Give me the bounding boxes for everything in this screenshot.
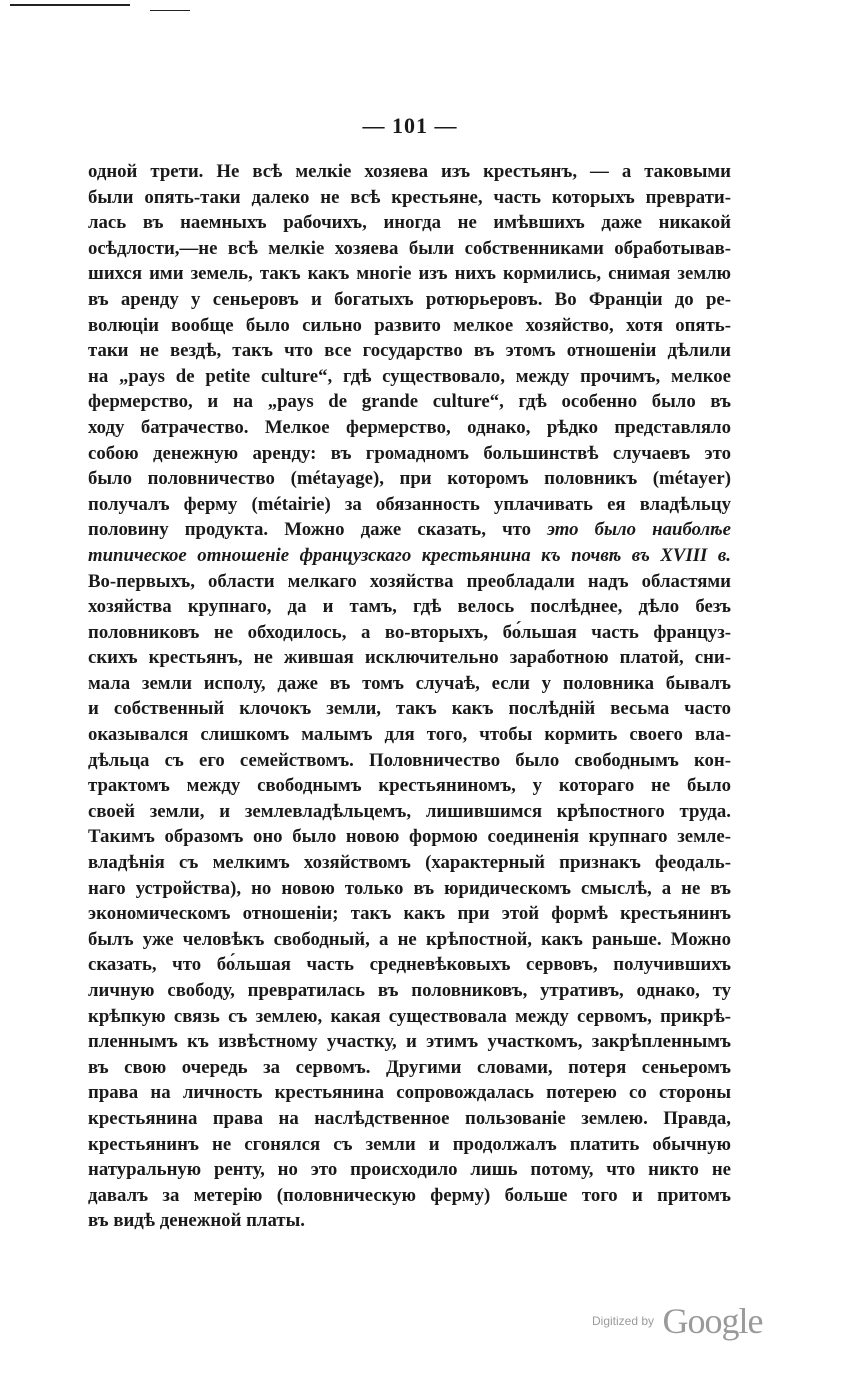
text-line: въ свою очередь за сервомъ. Другими словами, потеря сеньеромъ <box>88 1056 731 1078</box>
watermark-prefix: Digitized by <box>592 1314 655 1328</box>
text-line: типическое отношеніе французскаго крестьянина къ почвѣ въ XVIII в. <box>88 544 731 566</box>
text-line: Во-первыхъ, области мелкаго хозяйства преобладали надъ областями <box>88 570 731 592</box>
text-line: таки не вездѣ, такъ что все государство въ этомъ отношеніи дѣлили <box>88 340 731 362</box>
text-line: права на личность крестьянина сопровождалась потерею со стороны <box>88 1082 731 1104</box>
text-line: получалъ ферму (métairie) за обязанность уплачивать ея владѣльцу <box>88 493 731 515</box>
text-line: скихъ крестьянъ, не жившая исключительно заработною платой, сни- <box>88 647 731 669</box>
text-line: половину продукта. Можно даже сказать, что это было наиболѣе <box>88 519 731 541</box>
google-logo: Google <box>662 1301 763 1341</box>
text-line: въ видѣ денежной платы. <box>88 1210 305 1232</box>
text-line: дѣльца съ его семействомъ. Половничество было свободнымъ кон- <box>88 749 731 771</box>
text-line: волюціи вообще было сильно развито мелкое хозяйство, хотя опять- <box>88 314 731 336</box>
body-text <box>88 159 731 1234</box>
text-line: наго устройства), но новою только въ юридическомъ смыслѣ, а не въ <box>88 877 731 899</box>
text-line: оказывался слишкомъ малымъ для того, чтобы кормить своего вла- <box>88 724 731 746</box>
text-line: мала земли исполу, даже въ томъ случаѣ, если у половника бывалъ <box>88 672 731 694</box>
text-line: шихся ими земель, такъ какъ многіе изъ нихъ кормились, снимая землю <box>88 263 731 285</box>
digitized-watermark <box>592 1300 792 1340</box>
text-line: личную свободу, превратилась въ половниковъ, утративъ, однако, ту <box>88 980 731 1001</box>
text-line: и собственный клочокъ земли, такъ какъ послѣдній весьма часто <box>88 698 731 720</box>
text-line: пленнымъ къ извѣстному участку, и этимъ участкомъ, закрѣпленнымъ <box>88 1031 731 1053</box>
text-line: было половничество (métayage), при которомъ половникъ (métayer) <box>88 468 731 490</box>
text-line: крестьянинъ не сгонялся съ земли и продолжалъ платить обычную <box>88 1133 731 1155</box>
text-line: осѣдлости,—не всѣ мелкіе хозяева были собственниками обработывав- <box>88 237 731 259</box>
text-line: ходу батрачество. Мелкое фермерство, однако, рѣдко представляло <box>88 416 731 438</box>
italic-emphasis: это было наиболѣе <box>547 519 731 541</box>
text-line: Такимъ образомъ оно было новою формою соединенія крупнаго земле- <box>88 826 731 848</box>
text-line: фермерство, и на „pays de grande culture“, гдѣ особенно было въ <box>88 391 731 413</box>
text-line: одной трети. Не всѣ мелкіе хозяева изъ крестьянъ, — а таковыми <box>88 161 731 182</box>
text-line: натуральную ренту, но это происходило лишь потому, что никто не <box>88 1159 731 1181</box>
text-line: сказать, что бо́льшая часть средневѣковыхъ сервовъ, получившихъ <box>88 954 731 976</box>
text-line: лась въ наемныхъ рабочихъ, иногда не имѣвшихъ даже никакой <box>88 212 731 234</box>
text-line: половниковъ не обходилось, а во-вторыхъ, бо́льшая часть француз- <box>88 621 731 643</box>
text-line: экономическомъ отношеніи; такъ какъ при этой формѣ крестьянинъ <box>88 903 731 925</box>
text-line: трактомъ между свободнымъ крестьяниномъ, у котораго не было <box>88 775 731 797</box>
text-line: въ аренду у сеньеровъ и богатыхъ ротюрьеровъ. Во Франціи до ре- <box>88 288 731 310</box>
text-line: былъ уже человѣкъ свободный, а не крѣпостной, какъ раньше. Можно <box>88 928 731 950</box>
text-line: своей земли, и землевладѣльцемъ, лишившимся крѣпостного труда. <box>88 800 731 822</box>
scan-artifact <box>150 10 190 11</box>
text-line: крѣпкую связь съ землею, какая существовала между сервомъ, прикрѣ- <box>88 1005 731 1027</box>
text-line: хозяйства крупнаго, да и тамъ, гдѣ велось послѣднее, дѣло безъ <box>88 596 731 618</box>
text-line: собою денежную аренду: въ громадномъ большинствѣ случаевъ это <box>88 442 731 464</box>
page-number: — 101 — <box>362 113 458 138</box>
text-line: давалъ за метерію (половническую ферму) больше того и притомъ <box>88 1184 731 1206</box>
text-line: крестьянина права на наслѣдственное пользованіе землею. Правда, <box>88 1107 731 1129</box>
text-line: на „pays de petite culture“, гдѣ существовало, между прочимъ, мелкое <box>88 365 731 387</box>
scan-artifact <box>10 4 130 6</box>
text-line: владѣнія съ мелкимъ хозяйствомъ (характерный признакъ феодаль- <box>88 852 731 874</box>
text-line: были опять-таки далеко не всѣ крестьяне, часть которыхъ преврати- <box>88 186 731 208</box>
